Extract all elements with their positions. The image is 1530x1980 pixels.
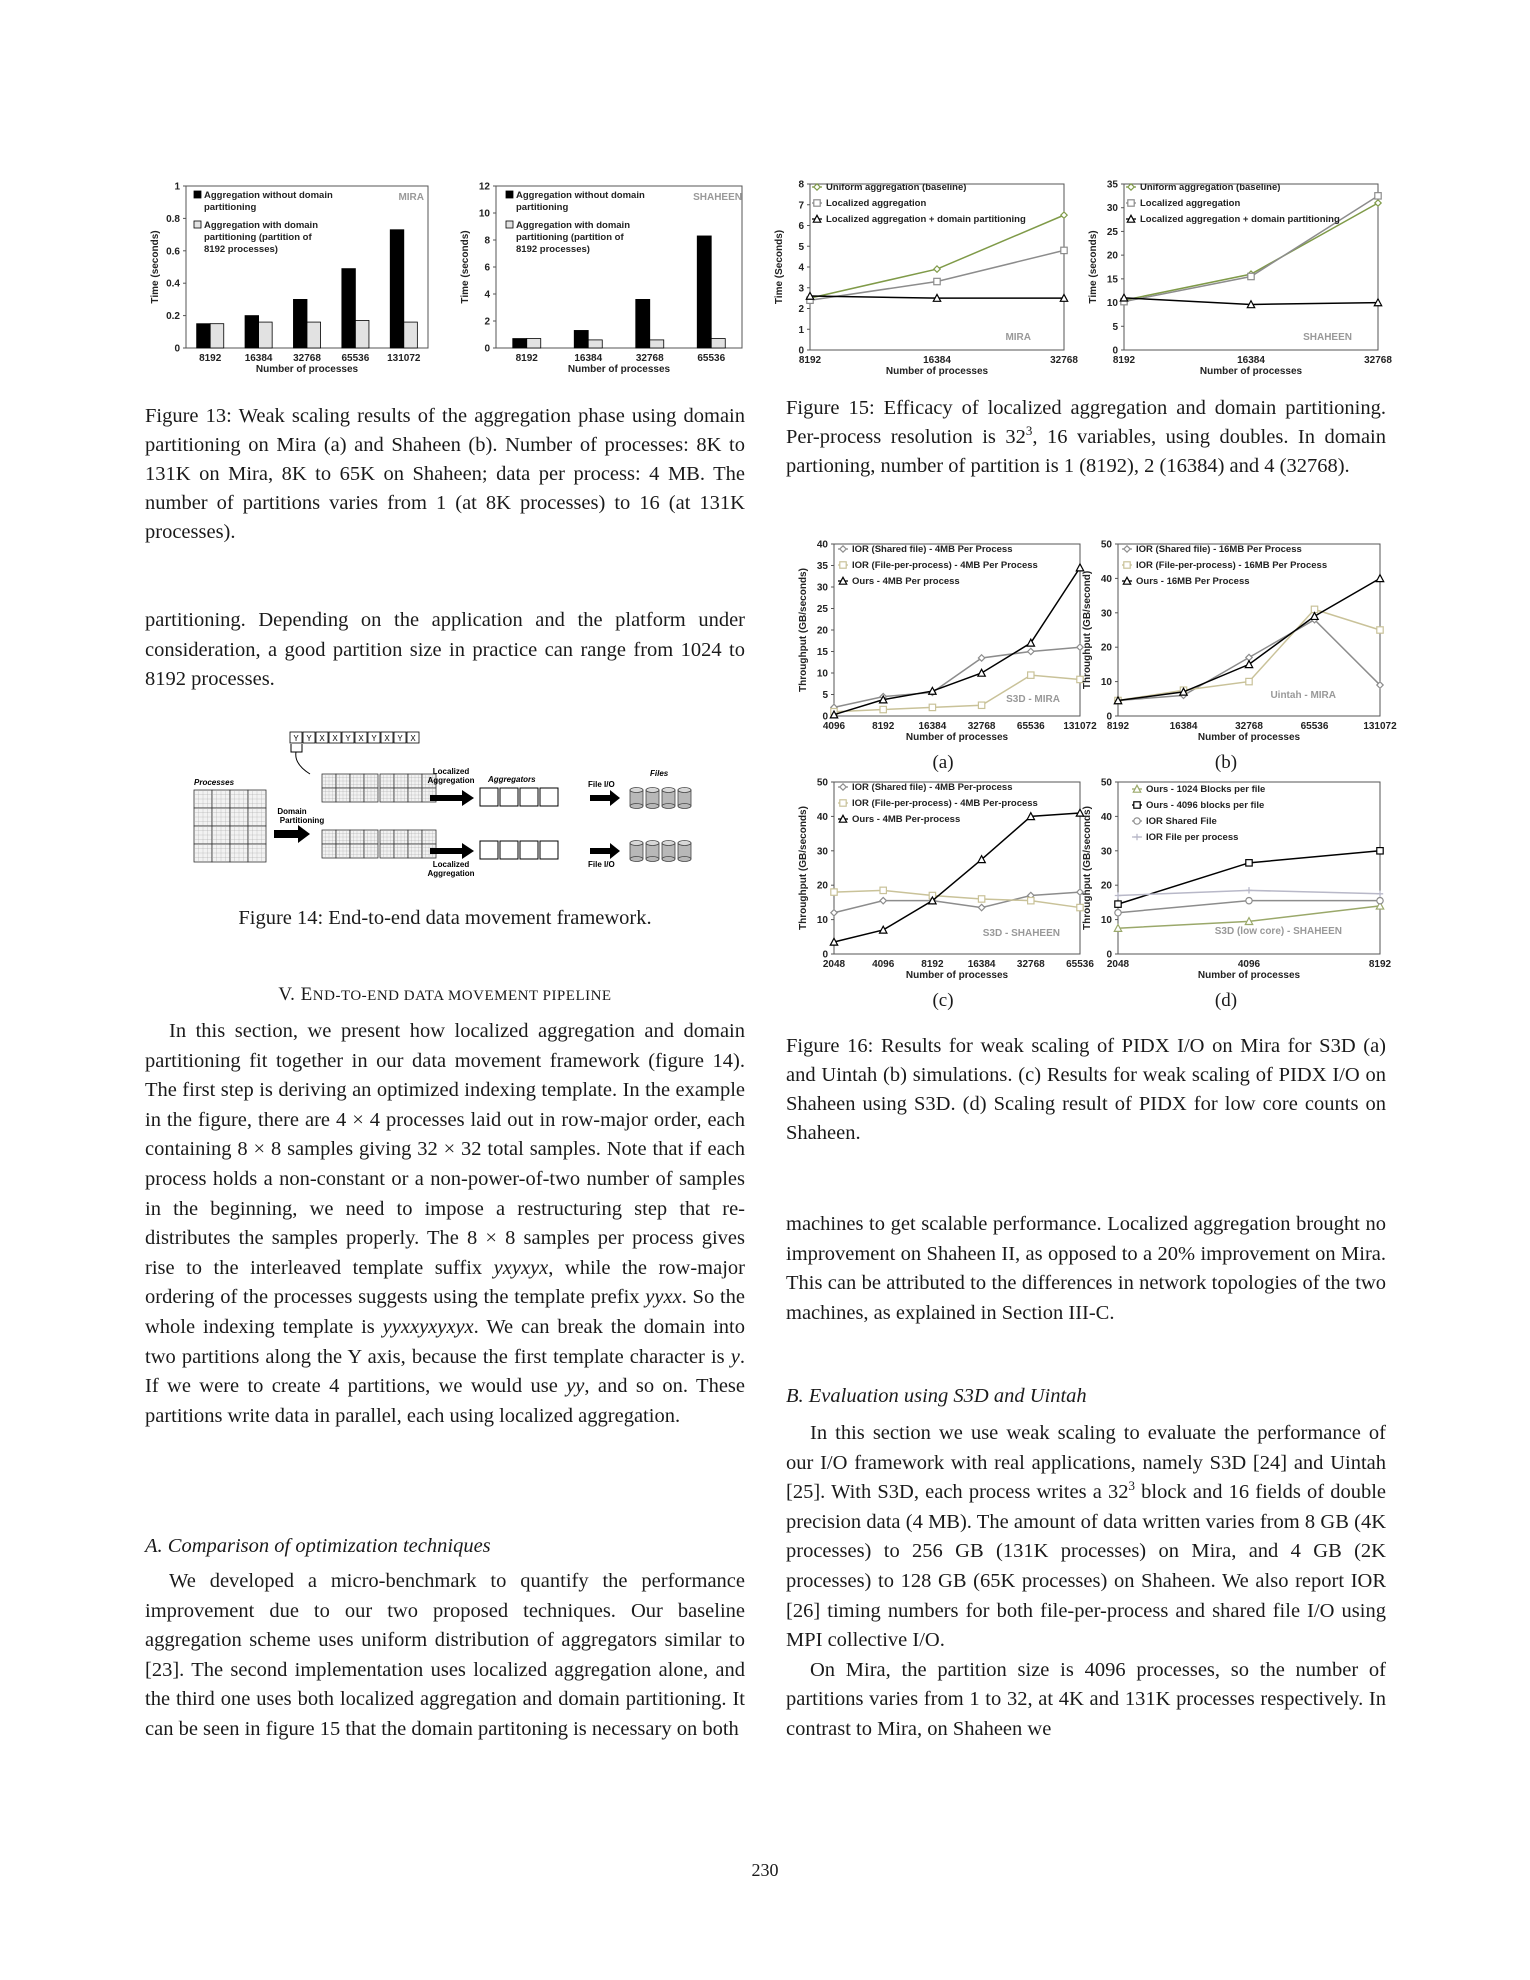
chart-tag: S3D (low core) - SHAHEEN (1214, 926, 1342, 937)
y-axis-label: Throughput (GB/second) (1082, 570, 1093, 690)
processes-label: Processes (194, 778, 235, 787)
x-tick-label: 32768 (1050, 355, 1078, 366)
legend-label: partitioning (partition of (204, 232, 312, 243)
series-line (810, 250, 1064, 300)
data-point (978, 896, 984, 902)
template-letter: X (332, 734, 338, 743)
y-tick-label: 12 (478, 181, 490, 193)
data-point (1246, 887, 1252, 893)
x-tick-label: 8192 (1106, 721, 1130, 732)
x-tick-label: 32768 (1364, 355, 1392, 366)
legend-label: Localized aggregation + domain partitioning (1140, 214, 1340, 225)
series-line (1118, 851, 1380, 904)
y-tick-label: 15 (1106, 274, 1118, 286)
aggregator-box (500, 841, 518, 859)
aggregators-label: Aggregators (488, 775, 536, 784)
chart-tag: MIRA (398, 192, 424, 203)
legend-marker (1124, 562, 1130, 568)
bar (342, 269, 356, 348)
data-point (1375, 200, 1381, 206)
legend-marker (1128, 184, 1134, 190)
chart-tag: SHAHEEN (1303, 332, 1352, 343)
legend-label: Aggregation with domain (204, 220, 318, 231)
bar (307, 322, 321, 348)
x-tick-label: 131072 (1363, 721, 1397, 732)
svg-text:Aggregation: Aggregation (427, 869, 475, 878)
data-point (1248, 273, 1254, 279)
domain-label: Domain (277, 807, 307, 816)
y-tick-label: 40 (816, 539, 828, 551)
x-tick-label: 16384 (1169, 721, 1198, 732)
y-tick-label: 30 (1100, 608, 1112, 620)
y-tick-label: 0.2 (166, 311, 180, 323)
data-point (1061, 212, 1067, 218)
x-tick-label: 131072 (387, 353, 421, 364)
x-axis-label: Number of processes (885, 366, 989, 377)
subfig-label-d: (d) (1214, 990, 1238, 1011)
legend-marker (840, 784, 846, 790)
series-line (834, 568, 1080, 715)
series-line (834, 890, 1080, 907)
figure-13-caption: Figure 13: Weak scaling results of the aggregation phase using domain partitioning on Mira (a) and Shaheen (b). Number of processes: 8K to 131K on Mira, 8K to 65K on Shaheen; data per process: 4 MB. The number of partitions varies from 1 (at 8K processes) to 16 (at 131K processes). (145, 405, 745, 543)
y-tick-label: 5 (822, 690, 828, 701)
bar (245, 316, 259, 348)
legend-label: partitioning (204, 202, 257, 213)
y-tick-label: 40 (1100, 573, 1112, 585)
y-axis-label: Throughput (GB/seconds) (1082, 806, 1093, 930)
x-tick-label: 8192 (1368, 959, 1392, 970)
y-tick-label: 25 (1106, 226, 1118, 238)
y-tick-label: 10 (1100, 677, 1112, 689)
legend-label: IOR (Shared file) - 4MB Per-process (852, 782, 1013, 793)
page-number: 230 (751, 1860, 779, 1880)
data-point (1115, 910, 1121, 916)
legend-label: Aggregation without domain (516, 190, 645, 201)
bar (588, 340, 602, 348)
figure-14-diagram (190, 730, 710, 880)
legend-label: Localized aggregation (826, 198, 927, 209)
series-line (834, 813, 1080, 942)
y-tick-label: 1 (174, 181, 180, 193)
template-letter: Y (397, 734, 403, 743)
subsection-a-paragraph: We developed a micro-benchmark to quantify the performance improvement due to our two proposed techniques. Our baseline aggregation scheme uses uniform distribution of aggregators similar to [23]. The second implementation uses localized aggregation alone, and the third one uses both localized aggregation and domain partitioning. It can be seen in figure 15 that the domain partitoning is necessary on both (145, 1570, 745, 1740)
subfig-label-b: (b) (1214, 752, 1238, 773)
data-point (831, 889, 837, 895)
aggregator-box (500, 788, 518, 806)
y-tick-label: 10 (1106, 298, 1118, 310)
bar (355, 320, 369, 348)
legend-swatch (194, 221, 201, 228)
fig16c-chart (798, 777, 1094, 984)
y-tick-label: 40 (1100, 811, 1112, 823)
x-tick-label: 32768 (1016, 959, 1045, 970)
y-tick-label: 10 (816, 668, 828, 680)
legend-label: partitioning (partition of (516, 232, 624, 243)
bar (210, 324, 224, 348)
y-tick-label: 50 (1100, 777, 1112, 789)
legend-swatch (194, 191, 201, 198)
legend-marker (840, 562, 846, 568)
fig13a-chart (136, 178, 436, 390)
aggregator-box (540, 788, 558, 806)
y-tick-label: 20 (816, 625, 828, 637)
x-tick-label: 8192 (798, 355, 822, 366)
bar (650, 340, 664, 348)
y-axis-label: Time (seconds) (460, 230, 471, 304)
legend-marker (814, 200, 820, 206)
y-tick-label: 15 (816, 647, 828, 658)
legend-label: Ours - 16MB Per Process (1136, 576, 1250, 587)
y-tick-label: 7 (798, 200, 804, 212)
aggregator-box (540, 841, 558, 859)
svg-text:File I/O: File I/O (588, 860, 615, 869)
data-point (1246, 678, 1252, 684)
left-paragraph-partitioning: partitioning. Depending on the application and the platform under consideration, a good partition size in practice can range from 1024 to 8192 processes. (145, 609, 745, 691)
legend-marker (814, 184, 820, 190)
data-point (1076, 564, 1083, 571)
x-tick-label: 8192 (1112, 355, 1136, 366)
legend-label: IOR (Shared file) - 4MB Per Process (852, 544, 1013, 555)
bar (636, 299, 650, 348)
template-letter: Y (345, 734, 351, 743)
chart-tag: S3D - MIRA (1006, 694, 1060, 705)
fig13b-chart (450, 178, 750, 390)
chart-tag: S3D - SHAHEEN (982, 928, 1060, 939)
aggregator-box (480, 841, 498, 859)
y-tick-label: 30 (816, 846, 828, 858)
x-tick-label: 4096 (1237, 959, 1261, 970)
data-point (1246, 897, 1252, 903)
y-tick-label: 0 (1106, 711, 1112, 723)
y-tick-label: 2 (798, 304, 804, 315)
x-axis-label: Number of processes (1197, 732, 1301, 743)
legend-marker (1128, 200, 1134, 206)
y-tick-label: 0 (822, 711, 828, 723)
y-tick-label: 0 (822, 949, 828, 961)
data-point (880, 897, 886, 903)
legend-label: 8192 processes) (516, 244, 590, 255)
x-tick-label: 65536 (341, 353, 370, 364)
x-tick-label: 16384 (967, 959, 996, 970)
data-point (831, 910, 837, 916)
y-tick-label: 20 (1100, 642, 1112, 654)
data-point (978, 904, 984, 910)
y-axis-label: Time (seconds) (1088, 230, 1099, 304)
x-tick-label: 2048 (822, 959, 846, 970)
y-tick-label: 6 (484, 262, 490, 274)
legend-label: Ours - 4MB Per-process (852, 814, 961, 825)
chart-tag: MIRA (1005, 332, 1031, 343)
x-axis-label: Number of processes (905, 970, 1009, 981)
bar (404, 322, 418, 348)
data-point (1246, 860, 1252, 866)
legend-label: Ours - 4MB Per process (852, 576, 960, 587)
section-v-paragraph: In this section, we present how localized aggregation and domain partitioning fit together in our data movement framework (figure 14). The first step is deriving an optimized indexing template. In the example in the figure, there are 4 × 4 processes laid out in row-major order, each containing 8 × 8 samples giving 32 × 32 total samples. Note that if each process holds a non-constant or a non-power-of-two number of samples in the beginning, we need to impose a restructuring step that re-distributes the samples properly. The 8 × 8 samples per process gives rise to the interleaved template suffix yxyxyx, while the row-major ordering of the processes suggests using the template prefix yyxx. So the whole indexing template is yyxxyxyxyx. We can break the domain into two partitions along the Y axis, because the first template character is y. If we were to create 4 partitions, we would use yy, and so on. These partitions write data in parallel, each using localized aggregation. (145, 1020, 746, 1427)
fig16d-chart (1082, 777, 1392, 984)
legend-label: 8192 processes) (204, 244, 278, 255)
subfig-label-c: (c) (932, 990, 954, 1011)
y-tick-label: 10 (1100, 915, 1112, 927)
x-tick-label: 16384 (244, 353, 273, 364)
x-tick-label: 8192 (199, 353, 222, 364)
template-letter: X (319, 734, 325, 743)
figure-15-caption: Figure 15: Efficacy of localized aggregation and domain partitioning. Per-process resolution is $32^3$, 16 variables, using doubles. In domain partioning, number of partition is 1 (8192), 2 (16384) and 4 (32768). (786, 397, 1386, 477)
template-letters (290, 732, 419, 743)
y-tick-label: 50 (1100, 539, 1112, 551)
series-line (810, 215, 1064, 298)
legend-label: IOR (Shared file) - 16MB Per Process (1136, 544, 1302, 555)
y-tick-label: 25 (816, 604, 828, 615)
bar (527, 339, 541, 348)
x-tick-label: 65536 (1016, 721, 1045, 732)
y-tick-label: 20 (1106, 250, 1118, 262)
data-point (1311, 613, 1318, 620)
subsection-b-heading: B. Evaluation using S3D and Uintah (786, 1385, 1087, 1407)
aggregator-box (520, 841, 538, 859)
data-point (880, 887, 886, 893)
x-tick-label: 16384 (1237, 355, 1265, 366)
bar (513, 339, 527, 348)
y-tick-label: 3 (798, 283, 804, 295)
x-tick-label: 65536 (697, 353, 726, 364)
y-axis-label: Time (seconds) (150, 230, 161, 304)
y-tick-label: 40 (816, 811, 828, 823)
template-letter: X (358, 734, 364, 743)
x-tick-label: 8192 (921, 959, 944, 970)
svg-text:Aggregation: Aggregation (427, 776, 475, 785)
x-tick-label: 4096 (872, 959, 895, 970)
bar (259, 322, 273, 348)
y-tick-label: 35 (1106, 179, 1118, 191)
legend-label: IOR (File-per-process) - 16MB Per Process (1136, 560, 1328, 571)
y-axis-label: Time (Seconds) (774, 229, 785, 305)
bar (574, 330, 588, 348)
y-tick-label: 6 (798, 221, 804, 232)
data-point (1377, 848, 1383, 854)
svg-text:File I/O: File I/O (588, 780, 615, 789)
chart-tag: Uintah - MIRA (1270, 690, 1336, 701)
y-tick-label: 10 (478, 208, 490, 220)
x-tick-label: 16384 (574, 353, 603, 364)
x-axis-label: Number of processes (1199, 366, 1303, 377)
data-point (1375, 193, 1381, 199)
x-tick-label: 32768 (293, 353, 321, 364)
y-tick-label: 0 (1106, 949, 1112, 961)
y-tick-label: 35 (816, 561, 828, 572)
x-tick-label: 8192 (872, 721, 895, 732)
y-tick-label: 1 (798, 324, 804, 336)
y-tick-label: 5 (1112, 321, 1118, 333)
legend-marker (1134, 818, 1140, 824)
legend-marker (840, 800, 846, 806)
y-axis-label: Throughput (GB/seconds) (798, 806, 809, 930)
data-point (1376, 575, 1383, 582)
x-tick-label: 65536 (1300, 721, 1329, 732)
y-tick-label: 0 (798, 345, 804, 357)
x-tick-label: 8192 (515, 353, 538, 364)
data-point (978, 669, 985, 676)
y-tick-label: 30 (1106, 203, 1118, 215)
bar (697, 236, 711, 348)
y-tick-label: 0 (1112, 345, 1118, 357)
x-axis-label: Number of processes (255, 364, 359, 375)
figure-16-caption: Figure 16: Results for weak scaling of PIDX I/O on Mira for S3D (a) and Uintah (b) simulations. (c) Results for weak scaling of PIDX I/O on Shaheen using S3D. (d) Scaling result of PIDX for low core counts on Shaheen. (786, 1035, 1386, 1144)
y-tick-label: 50 (816, 777, 828, 789)
x-tick-label: 2048 (1106, 959, 1130, 970)
legend-label: IOR (File-per-process) - 4MB Per Process (852, 560, 1038, 571)
legend-marker (1124, 546, 1130, 552)
x-tick-label: 32768 (1235, 721, 1263, 732)
legend-label: partitioning (516, 202, 569, 213)
data-point (880, 706, 886, 712)
legend-swatch (506, 221, 513, 228)
data-point (1377, 897, 1383, 903)
data-point (978, 702, 984, 708)
y-tick-label: 30 (1100, 846, 1112, 858)
fig15b-chart (1088, 178, 1392, 382)
x-tick-label: 16384 (923, 355, 951, 366)
data-point (1028, 648, 1034, 654)
template-letter: Y (293, 734, 299, 743)
legend-marker (1134, 834, 1140, 840)
data-point (1115, 892, 1121, 898)
fig15a-chart (774, 178, 1078, 382)
x-tick-label: 65536 (1066, 959, 1094, 970)
files-label: Files (650, 769, 669, 778)
section-v-heading: V. END-TO-END DATA MOVEMENT PIPELINE (278, 984, 612, 1005)
bar (390, 230, 404, 348)
subfig-label-a: (a) (932, 752, 954, 773)
x-tick-label: 32768 (967, 721, 996, 732)
data-point (929, 704, 935, 710)
legend-label: IOR File per process (1146, 832, 1239, 843)
template-letter: Y (371, 734, 377, 743)
bar (711, 339, 725, 348)
y-tick-label: 20 (1100, 880, 1112, 892)
y-tick-label: 0 (174, 343, 180, 355)
legend-label: IOR Shared File (1146, 816, 1217, 827)
y-tick-label: 20 (816, 880, 828, 892)
legend-swatch (506, 191, 513, 198)
fig16a-chart (798, 539, 1097, 746)
y-tick-label: 0.4 (166, 278, 180, 290)
x-tick-label: 4096 (822, 721, 846, 732)
x-axis-label: Number of processes (567, 364, 671, 375)
figure-14-caption: Figure 14: End-to-end data movement framework. (238, 907, 652, 929)
partitioning-label: Partitioning (279, 816, 325, 825)
x-axis-label: Number of processes (1197, 970, 1301, 981)
chart-tag: SHAHEEN (693, 192, 742, 203)
x-tick-label: 16384 (918, 721, 947, 732)
y-axis-label: Throughput (GB/seconds) (798, 568, 809, 692)
y-tick-label: 0.6 (166, 246, 180, 258)
y-tick-label: 10 (816, 915, 828, 927)
y-tick-label: 4 (484, 289, 490, 301)
data-point (934, 278, 940, 284)
legend-label: Ours - 1024 Blocks per file (1146, 784, 1266, 795)
y-tick-label: 0 (484, 343, 490, 355)
data-point (934, 266, 940, 272)
legend-label: Aggregation with domain (516, 220, 630, 231)
legend-marker (840, 546, 846, 552)
x-tick-label: 32768 (635, 353, 664, 364)
y-tick-label: 4 (798, 262, 804, 274)
bar (197, 324, 211, 348)
svg-text:Localized: Localized (432, 860, 470, 869)
legend-label: Aggregation without domain (204, 190, 333, 201)
series-line (1124, 196, 1378, 302)
y-tick-label: 8 (484, 235, 490, 247)
subsection-a-heading: A. Comparison of optimization techniques (145, 1535, 491, 1557)
data-point (1028, 672, 1034, 678)
data-point (1061, 247, 1067, 253)
legend-label: Uniform aggregation (baseline) (826, 182, 967, 193)
data-point (1377, 627, 1383, 633)
legend-label: Uniform aggregation (baseline) (1140, 182, 1281, 193)
legend-label: Ours - 4096 blocks per file (1146, 800, 1265, 811)
legend-label: IOR (File-per-process) - 4MB Per-process (852, 798, 1038, 809)
y-tick-label: 30 (816, 582, 828, 594)
right-paragraph-machines: machines to get scalable performance. Localized aggregation brought no improvement on Shaheen II, as opposed to a 20% improvement on Mira. This can be attributed to the differences in network topologies of the two machines, as explained in Section III-C. (786, 1213, 1386, 1324)
svg-text:Localized: Localized (432, 767, 470, 776)
y-tick-label: 2 (484, 316, 490, 328)
data-point (1028, 897, 1034, 903)
template-letter: X (410, 734, 416, 743)
legend-label: Localized aggregation + domain partitioning (826, 214, 1026, 225)
x-axis-label: Number of processes (905, 732, 1009, 743)
template-letter: Y (306, 734, 312, 743)
aggregator-box (480, 788, 498, 806)
data-point (1115, 901, 1121, 907)
aggregator-box (520, 788, 538, 806)
bar (293, 299, 307, 348)
legend-marker (1134, 802, 1140, 808)
x-tick-label: 131072 (1063, 721, 1097, 732)
y-tick-label: 8 (798, 179, 804, 191)
template-letter: X (384, 734, 390, 743)
legend-label: Localized aggregation (1140, 198, 1241, 209)
y-tick-label: 5 (798, 241, 804, 253)
subsection-b-paragraphs: In this section we use weak scaling to evaluate the performance of our I/O framework with real applications, namely S3D [24] and Uintah [25]. With S3D, each process writes a $32^3$ block and 16 fields of double precision data (4 MB). The amount of data written varies from 8 GB (4K processes) to 256 GB (131K processes) on Mira, and 4 GB (2K processes) to 128 GB (65K processes) on Shaheen. We also report IOR [26] timing numbers for both file-per-process and shared file I/O using MPI collective I/O. On Mira, the partition size is 4096 processes, so the number of partitions varies from 1 to 32, at 4K and 131K processes respectively. In contrast to Mira, on Shaheen we (786, 1422, 1386, 1740)
data-point (1377, 891, 1383, 897)
fig16b-chart (1082, 539, 1397, 746)
y-tick-label: 0.8 (166, 213, 180, 225)
data-point (880, 926, 887, 933)
